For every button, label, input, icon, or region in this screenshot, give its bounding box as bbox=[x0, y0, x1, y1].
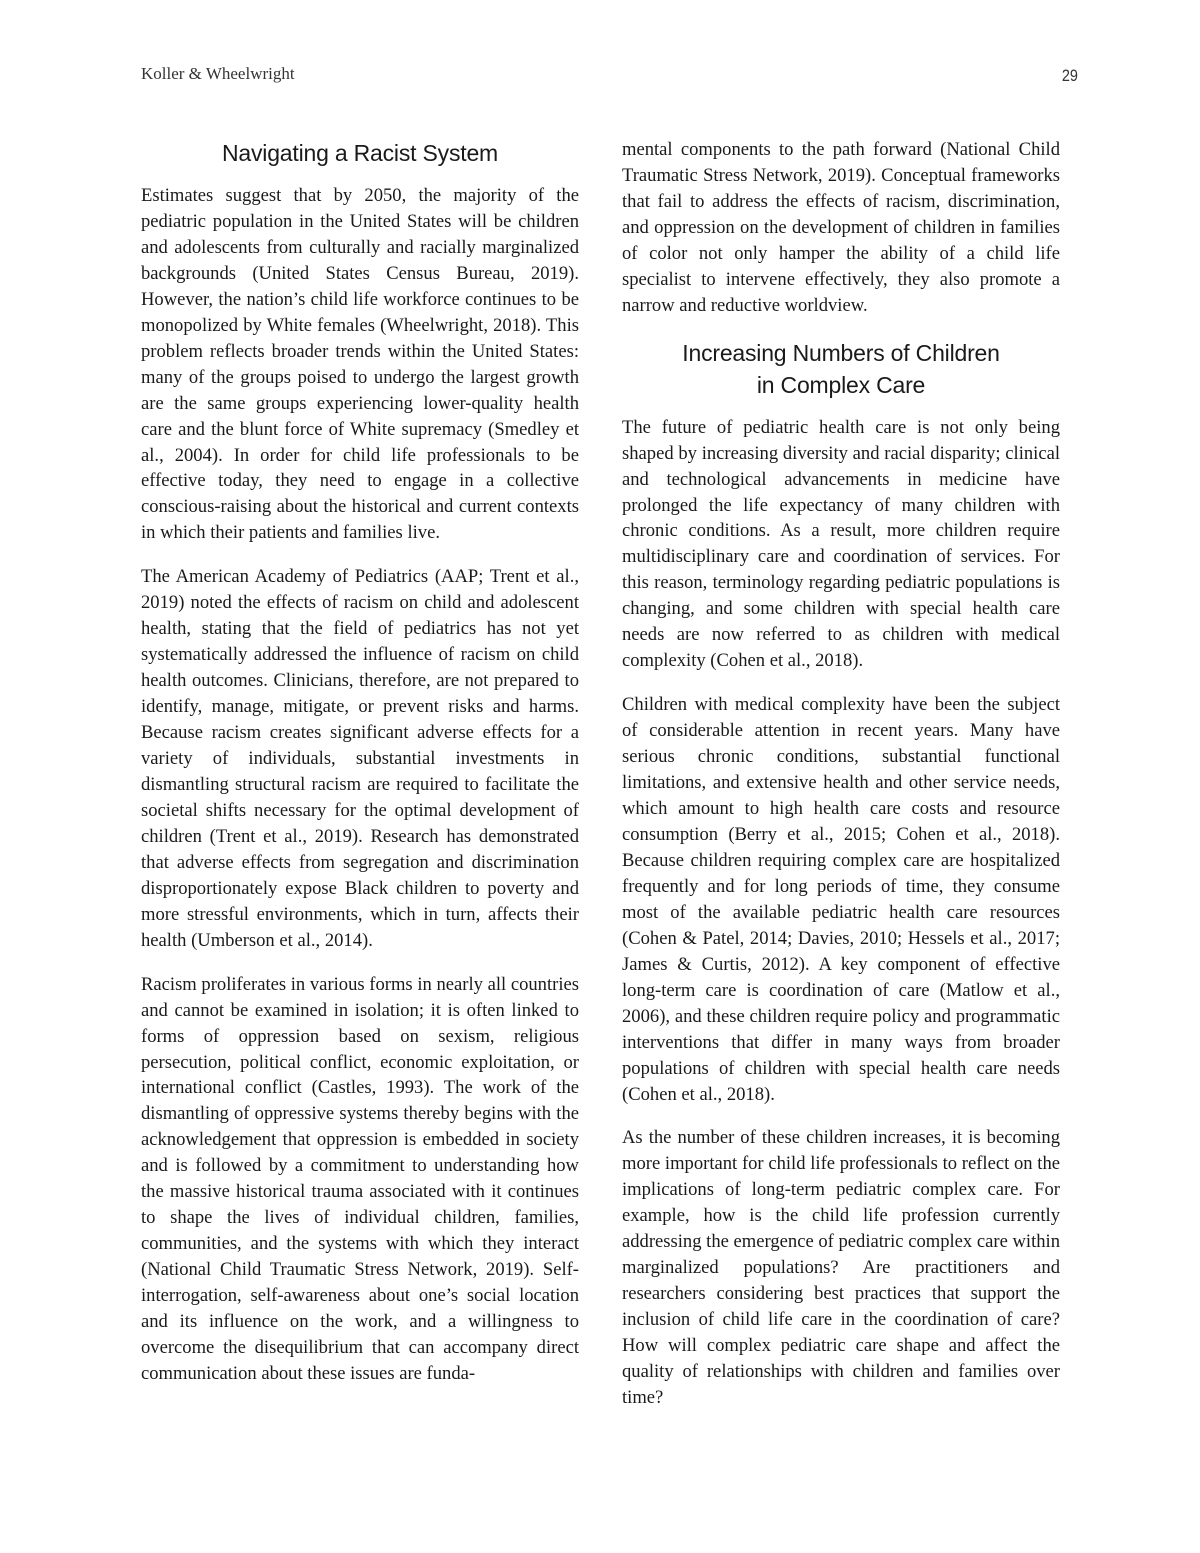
section-heading-complex-care bbox=[622, 337, 1060, 401]
paragraph: Racism proliferates in various forms in nearly all countries and cannot be examined in isolation; it is often linked to forms of oppression based on sexism, religious persecution, political conflict, economic exploitation, or international conflict (Castles, 1993). The work of the dismantling of oppressive systems thereby begins with the acknowledgement that oppression is embedded in society and is followed by a commitment to understanding how the massive historical trauma associated with it continues to shape the lives of individual children, families, communities, and the systems with which they interact (National Child Traumatic Stress Network, 2019). Self-interrogation, self-awareness about one’s social location and its influence on the work, and a willingness to overcome the disequilibrium that can accompany direct communication about these issues are funda- bbox=[141, 973, 579, 1384]
page-number: 29 bbox=[1061, 66, 1078, 85]
paragraph: The future of pediatric health care is not only being shaped by increasing diversity and racial disparity; clinical and technological advancements in medicine have prolonged the life expectancy of many children with chronic conditions. As a result, more children require multidisciplinary care and coordination of services. For this reason, terminology regarding pediatric populations is changing, and some children with special health care needs are now referred to as children with medical complexity (Cohen et al., 2018). bbox=[622, 416, 1060, 672]
paragraph: Estimates suggest that by 2050, the majority of the pediatric population in the United States will be children and adolescents from culturally and racially marginalized backgrounds (United States Census Bureau, 2019). However, the nation’s child life workforce continues to be monopolized by White females (Wheelwright, 2018). This problem reflects broader trends within the United States: many of the groups poised to undergo the largest growth are the same groups experiencing lower-quality health care and the blunt force of White supremacy (Smedley et al., 2004). In order for child life professionals to be effective today, they need to engage in a collective conscious-raising about the historical and current contexts in which their patients and families live. bbox=[141, 185, 579, 544]
right-column bbox=[622, 137, 1060, 1429]
left-column bbox=[141, 137, 579, 1405]
running-head: Koller & Wheelwright bbox=[141, 64, 295, 83]
paragraph: As the number of these children increases, it is becoming more important for child life professionals to reflect on the implications of long-term pediatric complex care. For example, how is the child life profession currently addressing the emergence of pediatric complex care within marginalized populations? Are practitioners and researchers considering best practices that support the inclusion of child life care in the coordination of care? How will complex pediatric care shape and affect the quality of relationships with children and families over time? bbox=[622, 1127, 1060, 1408]
heading-line: in Complex Care bbox=[756, 371, 926, 398]
paragraph-continuation: mental components to the path forward (National Child Traumatic Stress Network, 2019). Conceptual frameworks that fail to address the effects of racism, discrimination, and oppression on the development of children in families of color not only hamper the ability of a child life specialist to intervene effectively, they also promote a narrow and reductive worldview. bbox=[622, 139, 1060, 316]
paragraph: The American Academy of Pediatrics (AAP; Trent et al., 2019) noted the effects of racism on child and adolescent health, stating that the field of pediatrics has not yet systematically addressed the influence of racism on child health outcomes. Clinicians, therefore, are not prepared to identify, manage, mitigate, or prevent risks and harms. Because racism creates significant adverse effects for a variety of individuals, substantial investments in dismantling structural racism are required to facilitate the societal shifts necessary for the optimal development of children (Trent et al., 2019). Research has demonstrated that adverse effects from segregation and discrimination disproportionately expose Black children to poverty and more stressful environments, which in turn, affects their health (Umberson et al., 2014). bbox=[141, 566, 579, 951]
heading-line: Increasing Numbers of Children bbox=[682, 339, 1000, 366]
paragraph: Children with medical complexity have been the subject of considerable attention in recent years. Many have serious chronic conditions, substantial functional limitations, and extensive health and other service needs, which amount to high health care costs and resource consumption (Berry et al., 2015; Cohen et al., 2018). Because children requiring complex care are hospitalized frequently and for long periods of time, they consume most of the available pediatric health care resources (Cohen & Patel, 2014; Davies, 2010; Hessels et al., 2017; James & Curtis, 2012). A key component of effective long-term care is coordination of care (Matlow et al., 2006), and these children require policy and programmatic interventions that differ in many ways from broader populations of children with special health care needs (Cohen et al., 2018). bbox=[622, 694, 1060, 1105]
section-heading-racist-system: Navigating a Racist System bbox=[221, 140, 499, 166]
